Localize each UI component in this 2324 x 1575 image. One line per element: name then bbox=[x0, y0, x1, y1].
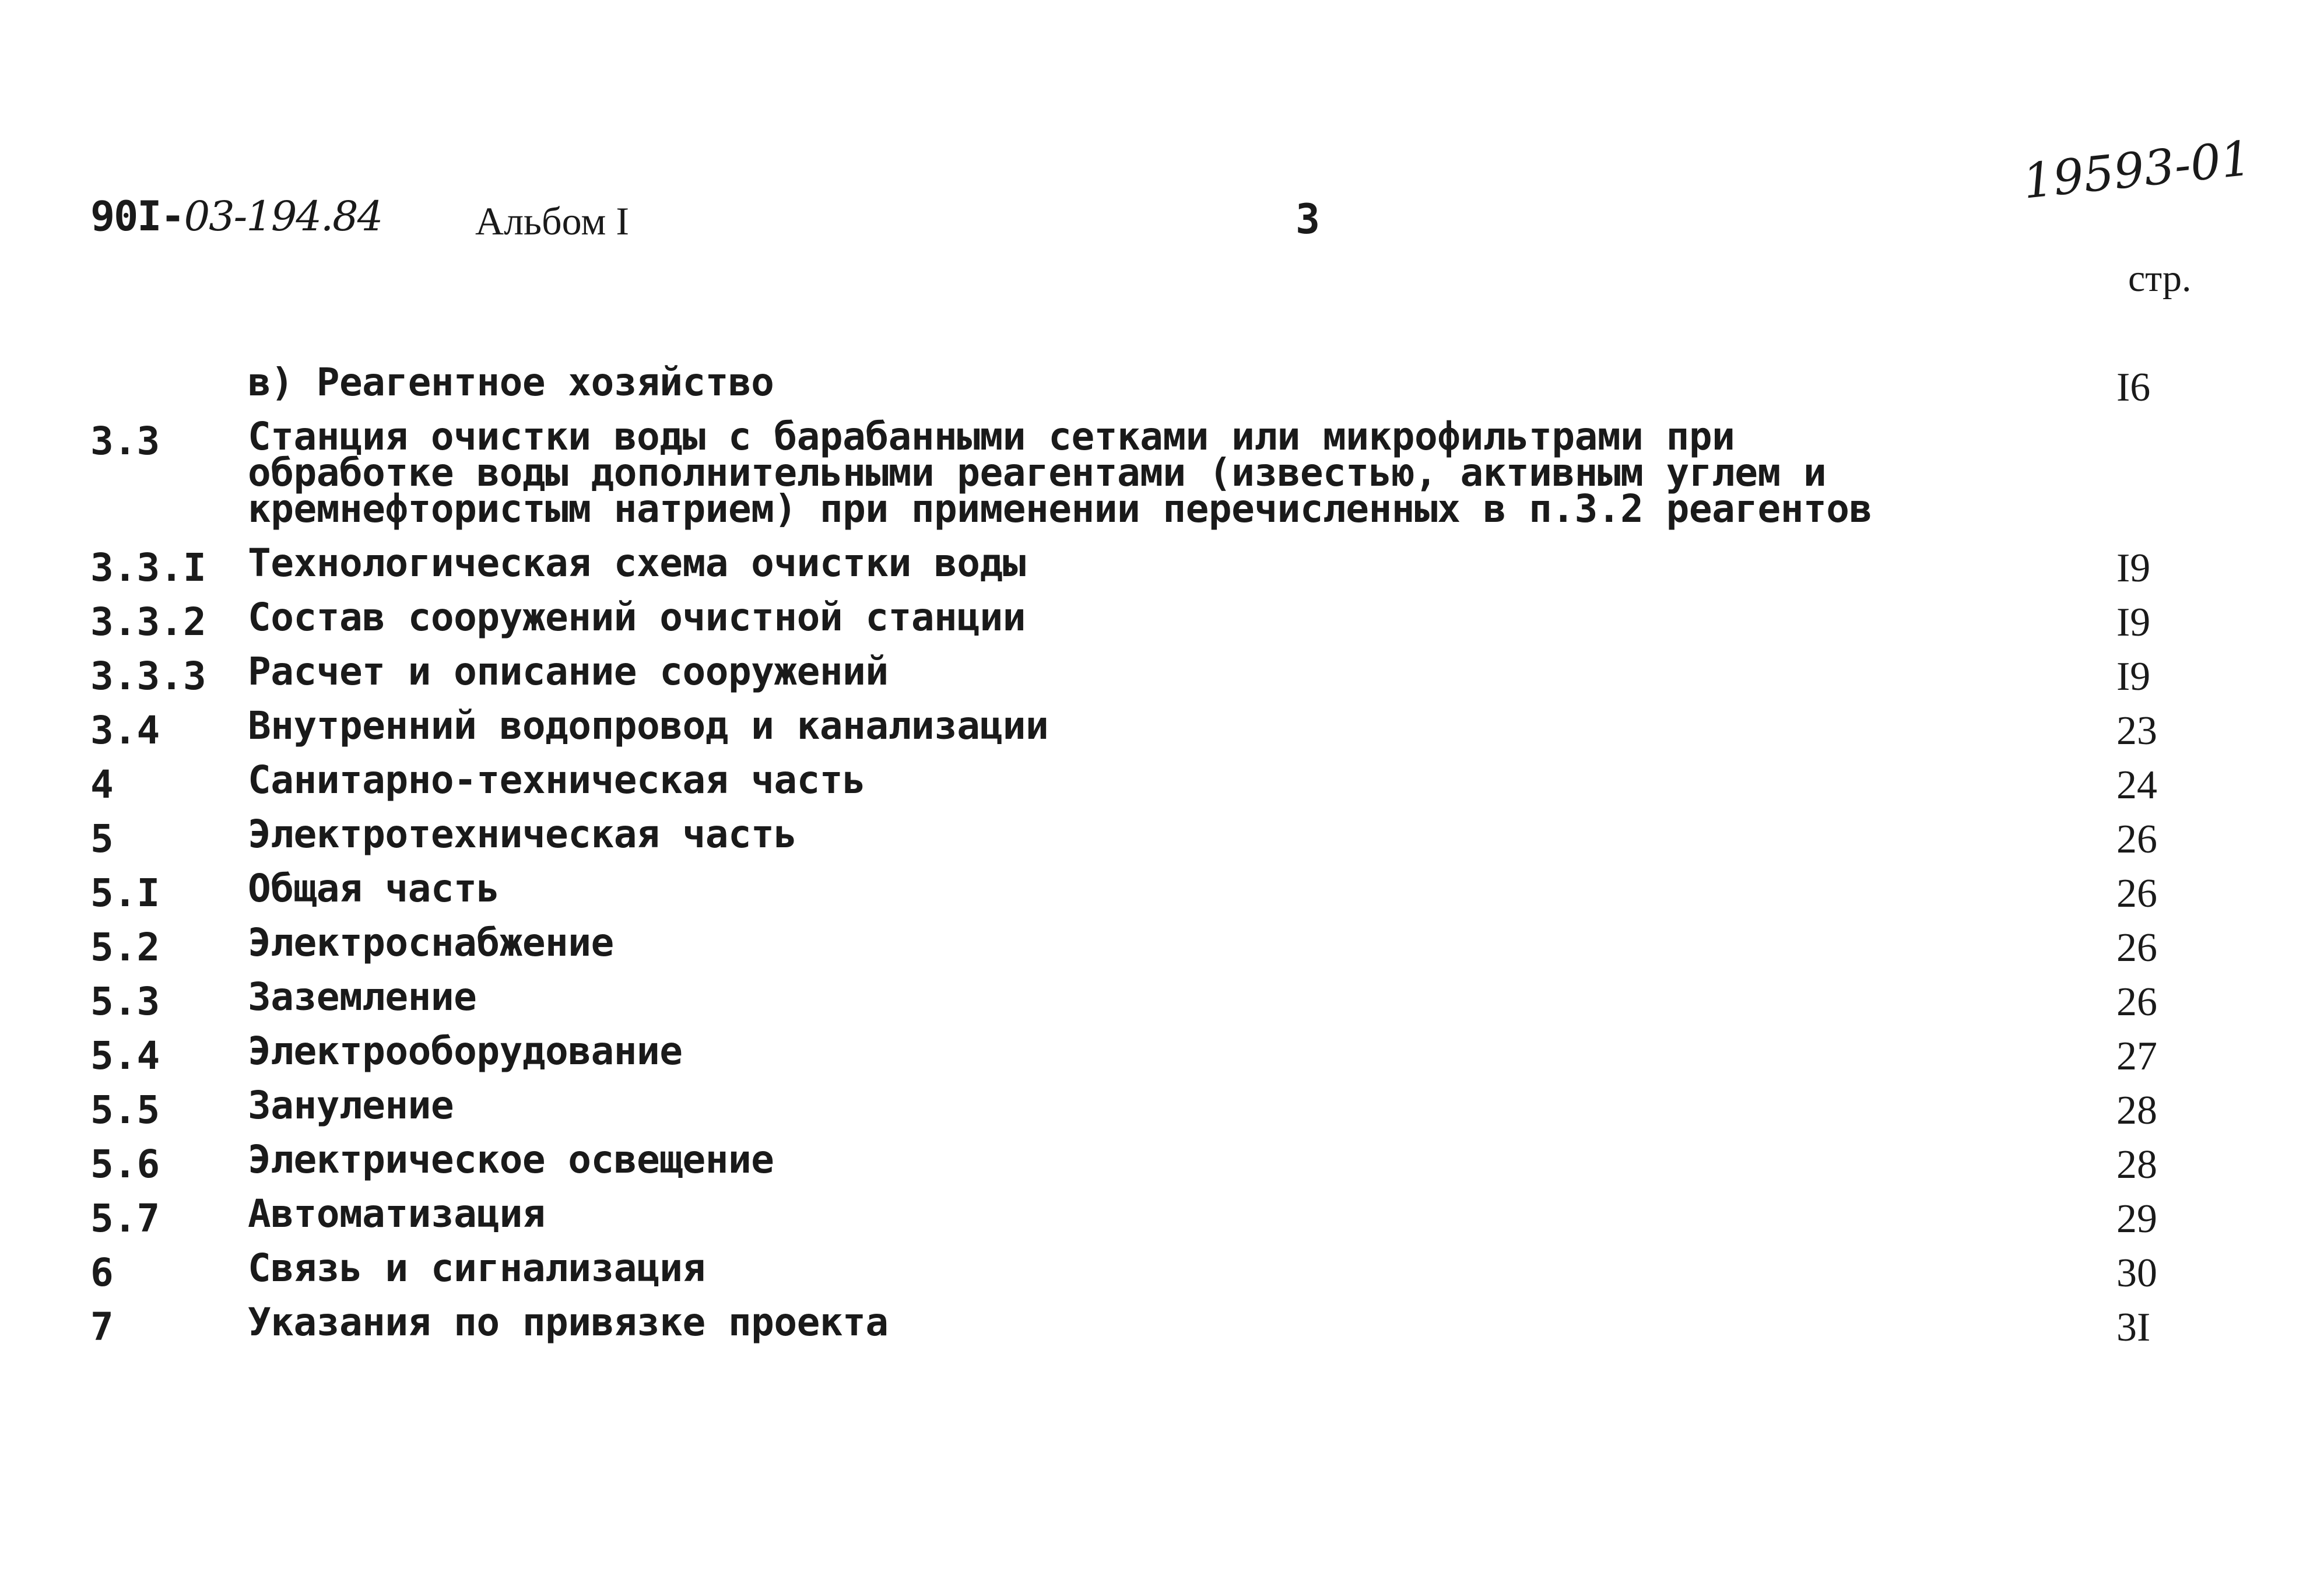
toc-title: Электроснабжение bbox=[248, 920, 614, 965]
page-number: 3 bbox=[1296, 195, 1321, 243]
toc-number: 5.2 bbox=[90, 925, 160, 970]
toc-page: 26 bbox=[2116, 980, 2157, 1025]
toc-page: 26 bbox=[2116, 925, 2157, 970]
toc-page: I9 bbox=[2116, 654, 2151, 699]
toc-number: 3.4 bbox=[90, 708, 160, 753]
page-column-label: стр. bbox=[2128, 257, 2192, 300]
album-label: Альбом I bbox=[475, 199, 630, 243]
toc-number: 5.I bbox=[90, 871, 160, 915]
toc-title: в) Реагентное хозяйство bbox=[248, 360, 774, 405]
toc-number: 5 bbox=[90, 816, 114, 861]
toc-page: 23 bbox=[2116, 708, 2157, 753]
toc-title: Заземление bbox=[248, 974, 477, 1019]
toc-page: I9 bbox=[2116, 546, 2151, 591]
toc-number: 5.3 bbox=[90, 979, 160, 1024]
toc-number: 4 bbox=[90, 762, 114, 807]
toc-number: 5.7 bbox=[90, 1196, 160, 1241]
inventory-stamp: 19593-01 bbox=[2020, 131, 2254, 210]
document-code-prefix: 90I- bbox=[90, 192, 184, 240]
toc-page: 26 bbox=[2116, 871, 2157, 916]
toc-number: 5.6 bbox=[90, 1142, 160, 1187]
toc-title: Технологическая схема очистки воды bbox=[248, 541, 1026, 585]
toc-page: I9 bbox=[2116, 600, 2151, 645]
toc-page: 29 bbox=[2116, 1197, 2157, 1241]
toc-title: Электрооборудование bbox=[248, 1029, 683, 1074]
toc-number: 3.3.3 bbox=[90, 654, 206, 699]
document-code-handwritten: 03-194.84 bbox=[184, 192, 382, 240]
toc-number: 3.3.2 bbox=[90, 599, 206, 644]
toc-number: 3.3 bbox=[90, 419, 160, 464]
toc-title: Автоматизация bbox=[248, 1191, 546, 1236]
toc-number: 5.5 bbox=[90, 1088, 160, 1132]
toc-number: 3.3.I bbox=[90, 545, 206, 590]
toc-page: 26 bbox=[2116, 817, 2157, 862]
toc-page: 28 bbox=[2116, 1088, 2157, 1133]
toc-number: 6 bbox=[90, 1250, 114, 1295]
toc-number: 5.4 bbox=[90, 1033, 160, 1078]
toc-title: Состав сооружений очистной станции bbox=[248, 595, 1026, 640]
toc-title: Общая часть bbox=[248, 866, 500, 911]
toc-page: 27 bbox=[2116, 1034, 2157, 1079]
toc-number: 7 bbox=[90, 1304, 114, 1349]
toc-title: Электротехническая часть bbox=[248, 812, 797, 857]
toc-title: Расчет и описание сооружений bbox=[248, 649, 889, 694]
toc-page: 3I bbox=[2116, 1305, 2151, 1350]
toc-page: 28 bbox=[2116, 1142, 2157, 1187]
toc-title: Внутренний водопровод и канализации bbox=[248, 703, 1049, 748]
toc-page: 24 bbox=[2116, 763, 2157, 808]
toc-title: Станция очистки воды с барабанными сетками или микрофильтрами при обработке воды дополнительными реагентами (известью, активным углем и кремнефтористым натрием) при применении перечисленных в п.3.2 реагентов bbox=[248, 414, 1872, 531]
toc-title: Указания по привязке проекта bbox=[248, 1300, 889, 1345]
toc-title: Зануление bbox=[248, 1083, 454, 1128]
toc-page: I6 bbox=[2116, 365, 2151, 410]
toc-title: Электрическое освещение bbox=[248, 1137, 774, 1182]
toc-title: Санитарно-техническая часть bbox=[248, 757, 866, 802]
toc-page: 30 bbox=[2116, 1251, 2157, 1296]
toc-title: Связь и сигнализация bbox=[248, 1246, 705, 1290]
